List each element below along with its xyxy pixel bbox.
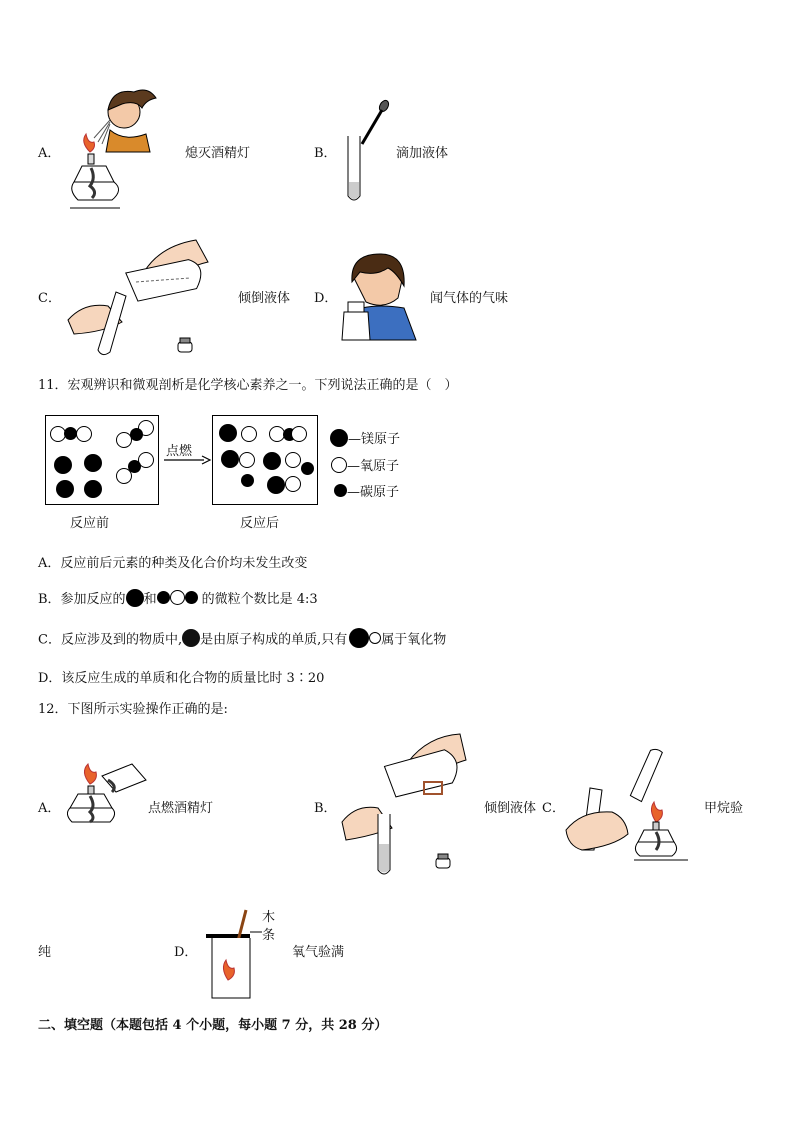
before-reaction-label: 反应前	[70, 516, 110, 531]
q11-option-d: D．该反应生成的单质和化合物的质量比时 3∶20	[38, 671, 325, 686]
pouring-liquid-illustration	[64, 232, 214, 362]
magnesium-atom-symbol	[126, 589, 144, 607]
blowing-out-lamp-illustration	[66, 82, 166, 222]
q12-option-c-text: 甲烷验	[704, 801, 744, 816]
legend-magnesium: —镁原子	[330, 428, 400, 447]
legend-carbon: —碳原子	[334, 481, 399, 500]
smelling-gas-illustration	[340, 252, 420, 344]
q11-stem: 11．宏观辨识和微观剖析是化学核心素养之一。下列说法正确的是（ ）	[38, 378, 458, 393]
q12-option-b-letter: B．	[314, 801, 337, 816]
methane-purity-test-illustration	[562, 746, 692, 862]
reaction-arrow-label: 点燃	[166, 444, 193, 459]
q12-option-b-text: 倾倒液体	[484, 801, 537, 816]
q10-option-b-text: 滴加液体	[396, 146, 449, 161]
section-2-heading: 二、填空题（本题包括 4 个小题，每小题 7 分，共 28 分）	[38, 1018, 388, 1033]
q10-option-c-letter: C．	[38, 291, 61, 306]
q12-option-d-letter: D．	[174, 945, 198, 960]
reaction-arrow	[164, 456, 210, 464]
q11-option-a: A．反应前后元素的种类及化合价均未发生改变	[38, 556, 308, 571]
q11-option-b: B．参加反应的 和 的微粒个数比是 4:3	[38, 588, 318, 607]
q12-stem: 12．下图所示实验操作正确的是:	[38, 702, 228, 717]
q10-option-a-text: 熄灭酒精灯	[185, 146, 251, 161]
lighting-lamp-illustration	[62, 762, 148, 826]
dropper-test-tube-illustration	[340, 100, 400, 210]
q12-option-a-text: 点燃酒精灯	[148, 801, 214, 816]
q12-option-d-text: 氧气验满	[292, 945, 345, 960]
q10-option-a-letter: A．	[38, 146, 61, 161]
before-reaction-box	[45, 415, 159, 505]
q12-option-a-letter: A．	[38, 801, 61, 816]
q10-option-d-text: 闻气体的气味	[430, 291, 509, 306]
q12-option-c-letter: C．	[542, 801, 565, 816]
q10-option-b-letter: B．	[314, 146, 337, 161]
q10-option-d-letter: D．	[314, 291, 338, 306]
pouring-liquid-correct-illustration	[338, 732, 468, 880]
stick-label-2: 条	[262, 928, 276, 943]
legend-oxygen: —氧原子	[331, 455, 399, 474]
after-reaction-label: 反应后	[240, 516, 280, 531]
stick-label-1: 木	[262, 910, 276, 925]
after-reaction-box	[212, 415, 318, 505]
q11-option-c: C．反应涉及到的物质中, 是由原子构成的单质,只有 属于氧化物	[38, 628, 446, 648]
q12-option-c-text-continued: 纯	[38, 945, 52, 960]
q10-option-c-text: 倾倒液体	[238, 291, 291, 306]
